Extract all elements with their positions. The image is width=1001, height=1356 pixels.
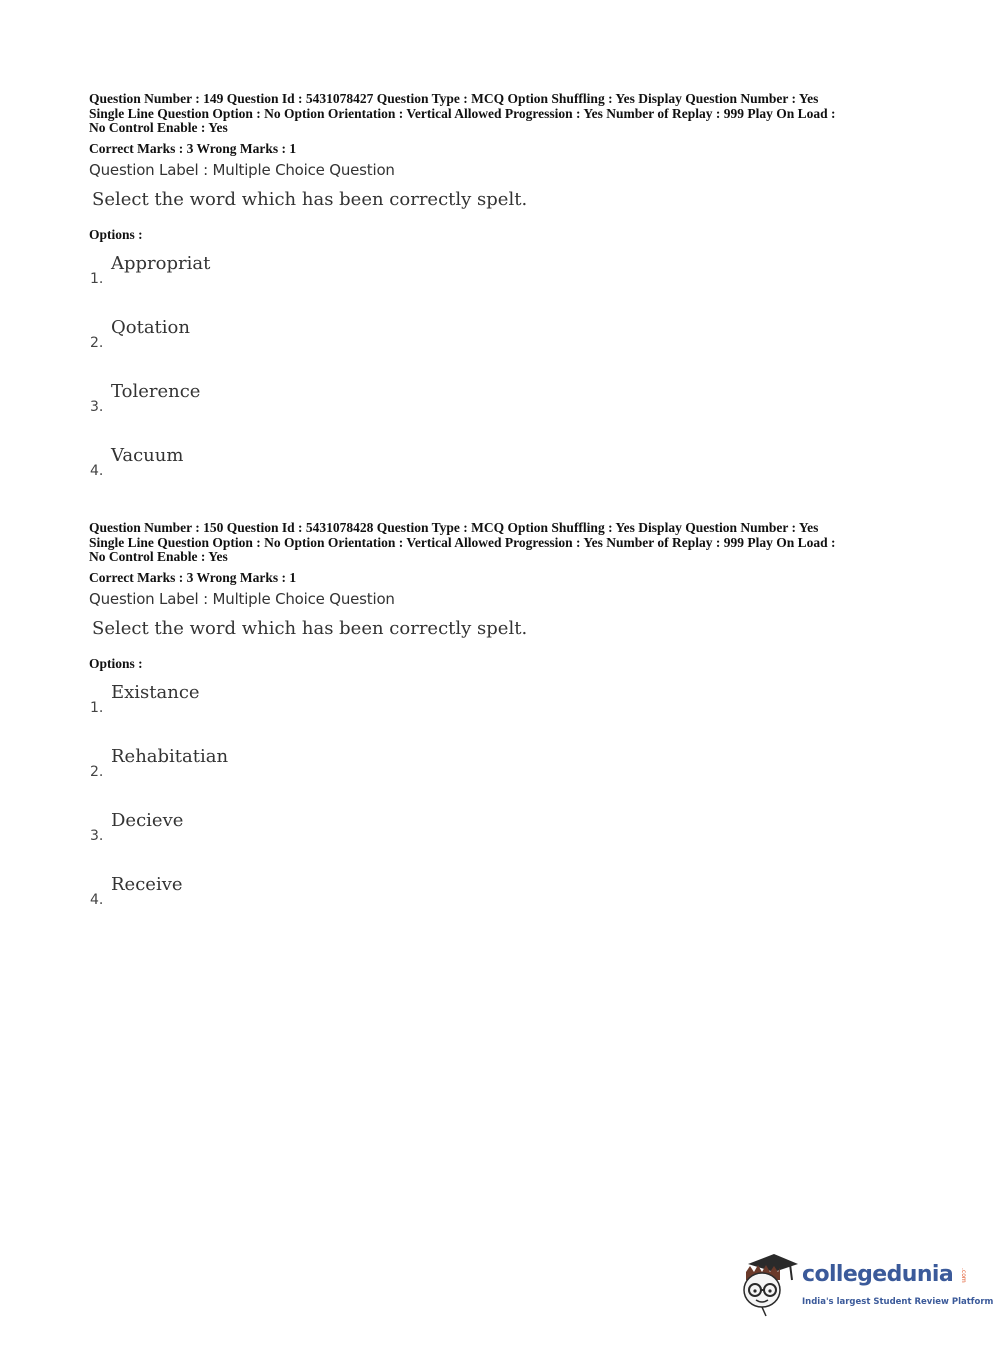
- option-item: [89, 746, 919, 810]
- question-label: Question Label : Multiple Choice Question: [89, 589, 395, 608]
- options-list: [89, 682, 919, 938]
- question-meta-line: No Control Enable : Yes: [89, 549, 228, 564]
- option-text: Rehabitatian: [111, 745, 229, 767]
- question-marks: Correct Marks : 3 Wrong Marks : 1: [89, 140, 297, 156]
- question-meta-line: Single Line Question Option : No Option Orientation : Vertical Allowed Progression : Yes Number of Replay : 999 Play On Load :: [89, 105, 836, 121]
- question-meta-line: Question Number : 149 Question Id : 5431078427 Question Type : MCQ Option Shuffling : Yes Display Question Number : Yes: [89, 91, 819, 106]
- question-block: [89, 92, 919, 509]
- logo-com: .com: [960, 1268, 967, 1283]
- options-title: Options :: [89, 655, 143, 671]
- option-text: Decieve: [111, 809, 184, 831]
- option-item: [89, 810, 919, 874]
- question-block: [89, 521, 919, 938]
- options-title: Options :: [89, 226, 143, 242]
- option-number: 1.: [90, 270, 104, 287]
- question-meta-line: No Control Enable : Yes: [89, 120, 228, 135]
- option-item: [89, 874, 919, 938]
- question-marks: Correct Marks : 3 Wrong Marks : 1: [89, 569, 297, 585]
- question-label: Question Label : Multiple Choice Question: [89, 160, 395, 179]
- option-number: 2.: [90, 763, 104, 780]
- option-item: [89, 381, 919, 445]
- logo-name: collegedunia: [802, 1262, 954, 1287]
- question-meta-line: Question Number : 150 Question Id : 5431078428 Question Type : MCQ Option Shuffling : Yes Display Question Number : Yes: [89, 520, 819, 535]
- option-item: [89, 317, 919, 381]
- option-text: Tolerence: [111, 380, 201, 402]
- option-number: 4.: [90, 891, 104, 908]
- mascot-icon: [740, 1250, 802, 1320]
- option-text: Qotation: [111, 316, 190, 338]
- option-text: Vacuum: [111, 444, 184, 466]
- option-item: [89, 445, 919, 509]
- option-number: 3.: [90, 827, 104, 844]
- option-item: [89, 253, 919, 317]
- question-stem: Select the word which has been correctly spelt.: [92, 188, 528, 210]
- option-text: Appropriat: [111, 252, 211, 274]
- collegedunia-logo[interactable]: [740, 1250, 994, 1320]
- question-stem: Select the word which has been correctly spelt.: [92, 617, 528, 639]
- option-item: [89, 682, 919, 746]
- option-text: Existance: [111, 681, 200, 703]
- option-number: 3.: [90, 398, 104, 415]
- option-number: 4.: [90, 462, 104, 479]
- question-meta-line: Single Line Question Option : No Option Orientation : Vertical Allowed Progression : Yes Number of Replay : 999 Play On Load :: [89, 534, 836, 550]
- option-number: 1.: [90, 699, 104, 716]
- options-list: [89, 253, 919, 509]
- logo-tagline: India's largest Student Review Platform: [802, 1297, 994, 1307]
- option-number: 2.: [90, 334, 104, 351]
- option-text: Receive: [111, 873, 183, 895]
